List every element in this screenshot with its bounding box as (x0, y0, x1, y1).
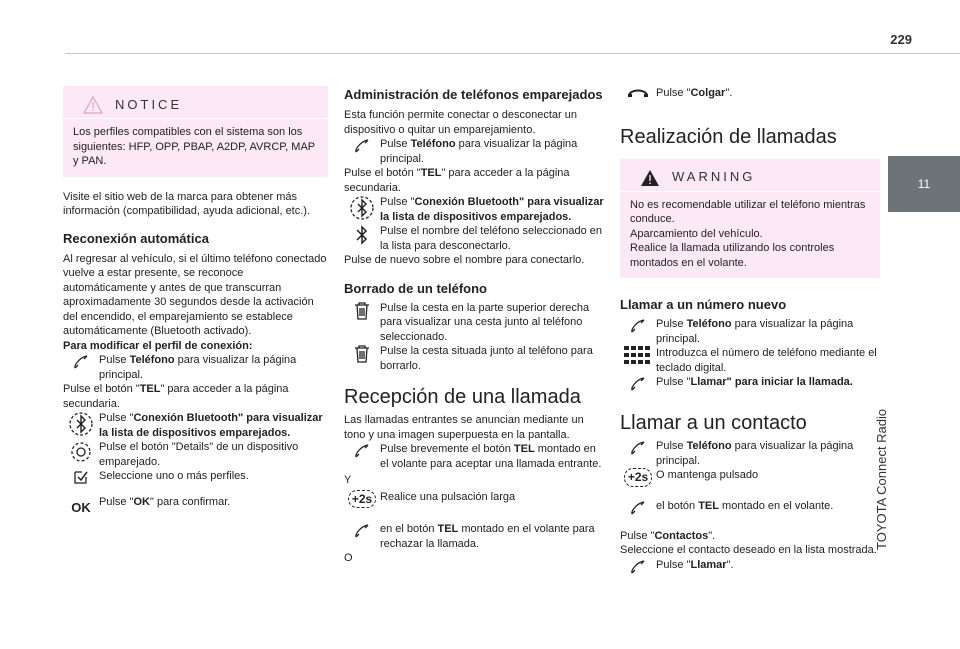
step-profiles (63, 469, 328, 485)
step-bluetooth (63, 411, 328, 440)
warning-line: Realice la llamada utilizando los controles montados en el volante. (630, 242, 835, 269)
step-bold: Conexión Bluetooth" para visualizar la lista de dispositivos emparejados. (99, 412, 323, 439)
column-1 (63, 86, 328, 516)
receive-text: Las llamadas entrantes se anuncian mediante un tono y una imagen superpuesta en la pantalla. (344, 414, 584, 441)
step-text: ". (725, 87, 733, 99)
step-text: Pulse (656, 318, 687, 330)
notice-text: Los perfiles compatibles con el sistema son los siguientes: HFP, OPP, PBAP, A2DP, AVRCP, MAP y PAN. (73, 126, 315, 167)
step-text: Pulse " (656, 558, 691, 571)
step-text: para visualizar la página principal. (380, 138, 578, 165)
step-text: Pulse la cesta situada junto al teléfono para borrarlo. (380, 345, 593, 372)
step-text: " para acceder a la página secundaria. (344, 167, 570, 194)
new-step-2 (620, 346, 880, 375)
notice-header (63, 86, 328, 119)
phone-handset-icon (353, 137, 371, 155)
contact-step-6 (620, 558, 880, 576)
step-text: Pulse " (380, 196, 415, 208)
hang-up-icon (627, 86, 649, 98)
long-press-icon: +2s (624, 468, 652, 487)
hold-duration: 2s (358, 491, 373, 506)
admin-text: Esta función permite conectar o desconectar un dispositivo o quitar un emparejamiento. (344, 109, 577, 136)
checkbox-icon (73, 469, 89, 485)
step-bold: TEL (698, 499, 719, 512)
step-text: Pulse " (99, 412, 134, 424)
heading-admin: Administración de teléfonos emparejados (344, 87, 603, 102)
heading-auto-reconnect: Reconexión automática (63, 230, 209, 246)
step-text: montado en el volante. (718, 499, 834, 512)
step-text: Pulse (656, 440, 687, 452)
contact-step-2 (620, 468, 880, 487)
step-ok (63, 495, 328, 516)
heading-call-contact: Llamar a un contacto (620, 412, 807, 434)
admin-step-disconnect (344, 224, 606, 253)
step-text: ". (708, 529, 716, 542)
step-bold: TEL (139, 383, 161, 395)
step-text: en el botón (380, 523, 438, 535)
step-text: Introduzca el número de teléfono mediante el teclado digital. (656, 347, 877, 374)
step-bold: Contactos (654, 529, 709, 542)
modify-profile-title: Para modificar el perfil de conexión: (63, 339, 253, 352)
notice-box (63, 86, 328, 177)
step-text: montado en el volante para rechazar la llamada. (380, 523, 595, 550)
bluetooth-settings-icon (349, 195, 375, 221)
step-text: Pulse " (99, 496, 134, 508)
step-text: ". (726, 558, 734, 571)
step-text: Pulse (99, 354, 130, 366)
step-bold: OK (133, 496, 150, 508)
receive-step-2 (344, 490, 606, 509)
step-text: Pulse " (620, 529, 655, 542)
phone-handset-icon (353, 442, 371, 460)
step-text: montado en el volante para aceptar una llamada entrante. (380, 443, 602, 470)
heading-make-calls: Realización de llamadas (620, 125, 837, 148)
delete-step-2 (344, 344, 606, 373)
step-text: Pulse la cesta en la parte superior derecha para visualizar una cesta junto al teléfono seleccionado. (380, 301, 590, 343)
step-bold: Colgar (690, 87, 726, 99)
warning-line: Aparcamiento del vehículo. (630, 227, 763, 240)
step-bold: TEL (437, 523, 459, 535)
contact-step-3 (620, 499, 880, 517)
step-text: Pulse el botón " (344, 167, 421, 179)
trash-icon (353, 344, 371, 364)
keypad-icon (624, 346, 652, 364)
phone-handset-icon (629, 499, 647, 517)
new-step-3 (620, 375, 880, 393)
trash-icon (353, 301, 371, 321)
hold-duration: 2s (634, 470, 649, 484)
admin-step-phone (344, 137, 606, 166)
new-step-1 (620, 317, 880, 346)
bluetooth-settings-icon (68, 411, 94, 437)
phone-handset-icon (629, 375, 647, 393)
step-text: Seleccione el contacto deseado en la lista mostrada. (620, 544, 877, 556)
step-text: " para acceder a la página secundaria. (63, 383, 289, 410)
contact-step-1 (620, 439, 880, 468)
step-bold: Teléfono (686, 318, 732, 330)
step-phone (63, 353, 328, 382)
heading-delete: Borrado de un teléfono (344, 280, 487, 296)
step-text: Pulse el botón "Details" de un dispositivo emparejado. (99, 441, 299, 468)
step-bold: TEL (513, 443, 535, 455)
step-text: O mantenga pulsado (656, 469, 759, 481)
step-bold: Teléfono (686, 440, 732, 452)
step-text: para visualizar la página principal. (656, 440, 854, 467)
step-text: Pulse de nuevo sobre el nombre para conectarlo. (344, 254, 585, 266)
step-bold: Conexión Bluetooth" para visualizar la lista de dispositivos emparejados. (380, 196, 604, 223)
warning-triangle-icon (83, 96, 103, 114)
heading-new-number: Llamar a un número nuevo (620, 297, 787, 312)
step-text: Pulse " (656, 87, 691, 99)
warning-box (620, 159, 880, 279)
warning-title: WARNING (672, 169, 756, 185)
step-text: Pulse brevemente el botón (380, 443, 514, 455)
step-bold: Llamar (690, 558, 727, 571)
step-text: Pulse (380, 138, 411, 150)
ok-icon: OK (71, 500, 91, 515)
step-bold: Teléfono (129, 354, 175, 366)
step-details (63, 440, 328, 469)
step-text: Pulse " (656, 376, 691, 388)
delete-step-1 (344, 301, 606, 345)
warning-header (620, 159, 880, 192)
step-text: para visualizar la página principal. (656, 318, 854, 345)
step-text: Seleccione uno o más perfiles. (99, 470, 249, 482)
step-text: Realice una pulsación larga (380, 490, 516, 503)
phone-handset-icon (353, 522, 371, 540)
step-text: Pulse el botón " (63, 383, 140, 395)
phone-handset-icon (629, 439, 647, 457)
conjunction-y: Y (344, 474, 352, 486)
warning-line: No es recomendable utilizar el teléfono mientras conduce. (630, 198, 866, 225)
step-bold: Llamar" para iniciar la llamada. (690, 376, 853, 388)
auto-reconnect-text: Al regresar al vehículo, si el último teléfono conectado vuelve a estar presente, se reconoce automáticamente y antes de que transcurran aproximadamente 30 segundos desde la activación del encendido, el emparejamiento se establece automáticamente (Bluetooth activado). (63, 252, 327, 337)
column-2 (344, 86, 606, 566)
column-3 (620, 86, 880, 576)
chapter-tab: 11 (888, 156, 960, 212)
receive-step-1 (344, 442, 606, 471)
page-number: 229 (890, 32, 912, 47)
admin-step-bluetooth (344, 195, 606, 224)
bluetooth-icon (354, 224, 370, 246)
phone-handset-icon (629, 558, 647, 576)
step-bold: TEL (420, 167, 442, 179)
step-text: para visualizar la página principal. (99, 354, 297, 381)
header-rule (65, 53, 960, 54)
phone-handset-icon (629, 317, 647, 335)
conjunction-o: O (344, 552, 353, 564)
gear-icon (69, 440, 93, 464)
hangup-step (620, 86, 880, 101)
chapter-label: TOYOTA Connect Radio (874, 408, 889, 550)
heading-receive: Recepción de una llamada (344, 386, 581, 408)
step-text: el botón (656, 499, 699, 512)
notice-title: NOTICE (115, 96, 183, 112)
phone-handset-icon (72, 353, 90, 371)
receive-step-3 (344, 522, 606, 551)
step-text: Pulse el nombre del teléfono seleccionado en la lista para desconectarlo. (380, 225, 602, 252)
warning-triangle-icon (640, 169, 660, 187)
step-bold: Teléfono (410, 138, 456, 150)
long-press-icon: +2s (348, 490, 376, 509)
step-text: " para confirmar. (149, 496, 231, 508)
visit-text: Visite el sitio web de la marca para obtener más información (compatibilidad, ayuda adicional, etc.). (63, 190, 311, 217)
